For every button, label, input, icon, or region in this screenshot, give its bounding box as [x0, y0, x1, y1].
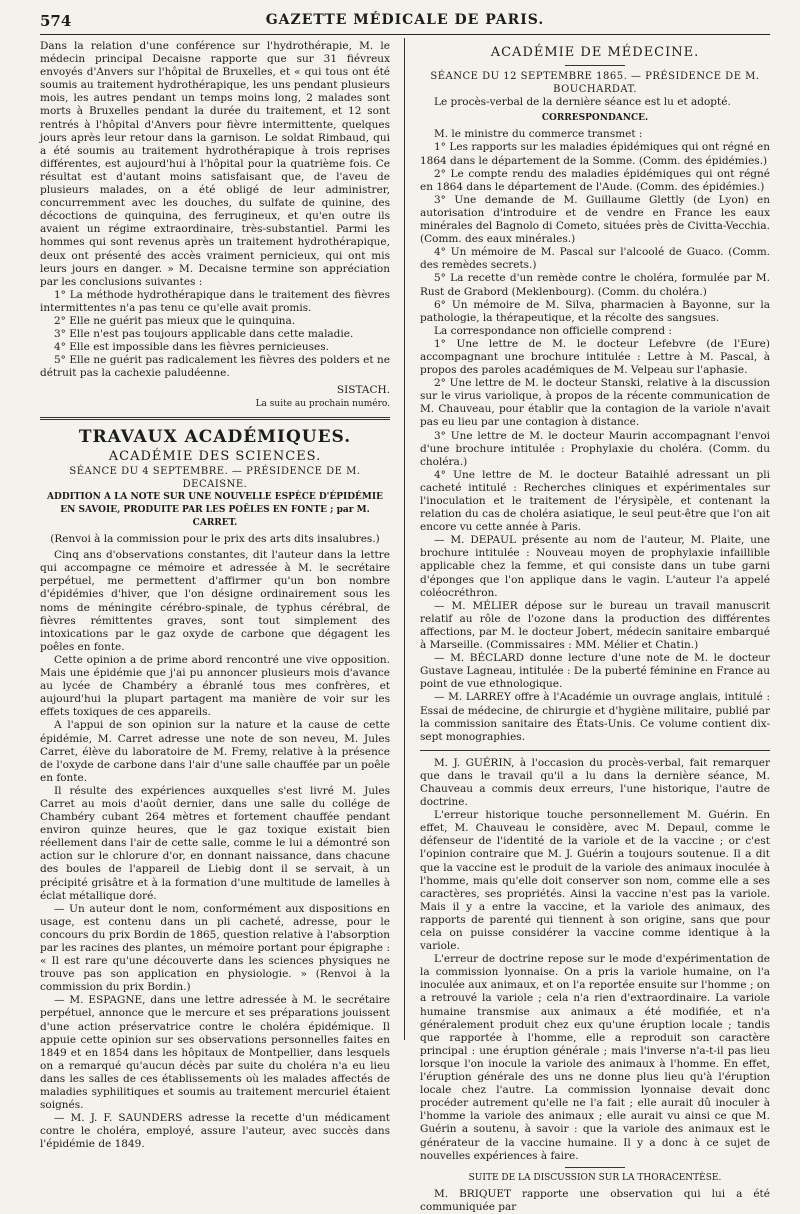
conclusion-item: 3° Elle n'est pas toujours applicable dans cette maladie.: [54, 328, 354, 341]
session-heading: SÉANCE DU 4 SEPTEMBRE. — PRÉSIDENCE DE M. DECAISNE.: [69, 465, 361, 490]
paragraph: — M. ESPAGNE, dans une lettre adressée à M. le secrétaire perpétuel, annonce que le mercure et ses préparations jouissent d'une action préservatrice contre le choléra épidémique. Il appuie cette opinion sur ses observations personnelles faites en 1849 et en 1854 dans les hôpitaux de Montpellier, dans lesquels on a remarqué qu'aucun décès par suite du choléra n'a eu lieu dans les salles de ces établissements où les malades affectés de maladies syphilitiques et soumis au traitement mercuriel étaient soignés.: [40, 994, 390, 1112]
paragraph: M. J. GUÉRIN, à l'occasion du procès-verbal, fait remarquer que dans le travail qu'il a lu dans la dernière séance, M. Chauveau a commis deux erreurs, l'une historique, l'autre de doctrine.: [420, 756, 770, 809]
list-item: 4° Une lettre de M. le docteur Bataihlé adressant un pli cacheté intitulé : Recherches cliniques et expérimentales sur l'inoculation et le traitement de l'érysipèle, et contenant la relation du cas de choléra asiatique, le seul peut-être que l'on ait encore vu cette année à Paris.: [420, 468, 770, 534]
paragraph: — M. BÉCLARD donne lecture d'une note de M. le docteur Gustave Lagneau, intitulée : De la puberté féminine en France au point de vue ethnologique.: [420, 652, 770, 691]
paragraph: Cette opinion a de prime abord rencontré une vive opposition. Mais une épidémie que j'ai pu annoncer plusieurs mois d'avance au lycée de Chambéry a ébranlé tous mes confrères, et aujourd'hui la plupart partagent ma manière de voir sur les effets toxiques de ces appareils.: [40, 653, 390, 719]
list-item: 2° Une lettre de M. le docteur Stanski, relative à la discussion sur le virus variolique, à propos de la récente communication de M. Chauveau, pour établir que la contagion de la variole n'avait pas eu lieu par une contagion à distance.: [420, 377, 770, 429]
heading-rule: [565, 65, 625, 66]
list-item: 1° Une lettre de M. le docteur Lefebvre (de l'Eure) accompagnant une brochure intitulée : Lettre à M. Pascal, à propos des paroles académiques de M. Velpeau sur l'aphasie.: [420, 337, 770, 377]
section-title: TRAVAUX ACADÉMIQUES.: [78, 426, 352, 447]
paragraph: Le procès-verbal de la dernière séance est lu et adopté.: [434, 96, 731, 109]
list-item: 3° Une lettre de M. le docteur Maurin accompagnant l'envoi d'une brochure intitulée : Prophylaxie du choléra. (Comm. du choléra.): [420, 429, 770, 468]
paragraph: M. BRIQUET rapporte une observation qui lui a été communiquée par: [420, 1187, 770, 1213]
list-item: 4° Un mémoire de M. Pascal sur l'alcoolé de Guaco. (Comm. des remèdes secrets.): [420, 246, 770, 272]
left-column: [40, 40, 390, 1152]
continuation-note: La suite au prochain numéro.: [255, 398, 390, 409]
subsection-heading: SUITE DE LA DISCUSSION SUR LA THORACENTÈSE.: [468, 1172, 722, 1183]
list-item: 2° Le compte rendu des maladies épidémiques qui ont régné en 1864 dans le département de l'Aude. (Comm. des épidémies.): [420, 167, 770, 193]
subsection-heading: CORRESPONDANCE.: [541, 113, 649, 124]
academy-heading: ACADÉMIE DES SCIENCES.: [108, 448, 322, 464]
paragraph: — Un auteur dont le nom, conformément aux dispositions en usage, est contenu dans un pli cacheté, adresse, pour le concours du prix Bordin de 1865, question relative à l'absorption par les racines des plantes, un mémoire portant pour épigraphe : « Il est rare qu'une découverte dans les sciences physiques ne trouve pas son application en physiologie. » (Renvoi à la commission du prix Bordin.): [40, 902, 390, 994]
page-number: 574: [40, 12, 72, 30]
list-item: 5° La recette d'un remède contre le choléra, formulée par M. Rust de Grabord (Meklenbourg). (Comm. du choléra.): [420, 272, 770, 298]
paragraph: La correspondance non officielle comprend :: [434, 324, 672, 337]
list-item: 6° Un mémoire de M. Silva, pharmacien à Bayonne, sur la pathologie, la thérapeutique, et la récolte des sangsues.: [420, 298, 770, 324]
signature: SISTACH.: [336, 384, 390, 397]
list-item: 3° Une demande de M. Guillaume Glettly (de Lyon) en autorisation d'introduire et de vendre en France les eaux minérales del Bagnolo di Cometo, situées près de Civitta-Vecchia. (Comm. des eaux minérales.): [420, 193, 770, 246]
paragraph: — M. MÉLIER dépose sur le bureau un travail manuscrit relatif au rôle de l'ozone dans la production des différentes affections, par M. le docteur Jobert, médecin sanitaire embarqué à Marseille. (Commissaires : MM. Mélier et Chatin.): [420, 599, 770, 652]
conclusion-item: 2° Elle ne guérit pas mieux que le quinquina.: [54, 314, 296, 327]
journal-title: GAZETTE MÉDICALE DE PARIS.: [265, 12, 545, 28]
page-header: [40, 10, 770, 34]
article-heading: ADDITION A LA NOTE SUR UNE NOUVELLE ESPÈCE D'ÉPIDÉMIE EN SAVOIE, PRODUITE PAR LES POÊLES EN FONTE ; par M. CARRET.: [47, 491, 383, 528]
academy-heading: ACADÉMIE DE MÉDECINE.: [490, 45, 700, 60]
paragraph: Dans la relation d'une conférence sur l'hydrothérapie, M. le médecin principal Decaisne rapporte que sur 31 fiévreux envoyés d'Anvers sur l'hôpital de Bruxelles, et « qui tous ont été soumis au traitement hydrothérapique, les uns pendant plusieurs mois, les autres pendant un temps moins long, 2 malades sont morts à Bruxelles pendant la durée du traitement, et 12 sont rentrés à l'hôpital d'Anvers pour fièvre intermittente, quelques jours après leur retour dans la garnison. Le soldat Rimbaud, qui a été soumis au traitement hydrothérapique à trois reprises différentes, est aujourd'hui à l'hôpital pour la quatrième fois. Ce résultat est d'autant moins satisfaisant que, de l'aveu de plusieurs malades, on a été obligé de leur administrer, concurremment avec les douches, du sulfate de quinine, des décoctions de quinquina, des ferrugineux, et qu'en outre ils avaient un régime extraordinaire, très-substantiel. Parmi les hommes qui sont revenus après un traitement hydrothérapique, deux ont présenté des accès vraiment pernicieux, qui ont mis leurs jours en danger. » M. Decaisne termine son appréciation par les conclusions suivantes :: [40, 40, 390, 288]
right-column: [420, 40, 770, 1214]
paragraph: — M. DEPAUL présente au nom de l'auteur, M. Plaite, une brochure intitulée : Nouveau moyen de prophylaxie infaillible applicable chez la femme, et qui consiste dans un tube garni d'éponges que l'on applique dans le vagin. L'auteur l'a appelé coléocréthron.: [420, 534, 770, 599]
paragraph: Il résulte des expériences auxquelles s'est livré M. Jules Carret au mois d'août dernier, dans une salle du collége de Chambéry cubant 264 mètres et fortement chauffée pendant environ quinze heures, que le gaz toxique existait bien réellement dans l'air de cette salle, comme le lui a démontré son action sur le chlorure d'or, en donnant naissance, dans chacune des boules de l'appareil de Liebig dont il se servait, à un précipité grisâtre et à la formation d'une multitude de lamelles à éclat métallique doré.: [40, 784, 390, 902]
paragraph: — M. J. F. SAUNDERS adresse la recette d'un médicament contre le choléra, employé, assure l'auteur, avec succès dans l'épidémie de 1849.: [40, 1112, 390, 1151]
list-item: 1° Les rapports sur les maladies épidémiques qui ont régné en 1864 dans le département de la Somme. (Comm. des épidémies.): [420, 141, 770, 167]
conclusion-item: 1° La méthode hydrothérapique dans le traitement des fièvres intermittentes n'a pas tenu ce qu'elle avait promis.: [40, 288, 390, 314]
paragraph: — M. LARREY offre à l'Académie un ouvrage anglais, intitulé : Essai de médecine, de chirurgie et d'hygiène militaire, publié par la commission sanitaire des États-Unis. Ce volume contient dix-sept monographies.: [420, 691, 770, 743]
conclusion-item: 4° Elle est impossible dans les fièvres pernicieuses.: [54, 341, 329, 354]
paragraph: Cinq ans d'observations constantes, dit l'auteur dans la lettre qui accompagne ce mémoire et adressée à M. le secrétaire perpétuel, me permettent d'affirmer qu'un bon nombre d'épidémies d'hiver, que l'on désigne ordinairement sous les noms de méningite cérébro-spinale, de typhus cérébral, de fièvres rémittentes graves, sont tout simplement des intoxications par le gaz oxyde de carbone que dégagent les poêles en fonte.: [40, 549, 390, 653]
paragraph: L'erreur de doctrine repose sur le mode d'expérimentation de la commission lyonnaise. On a pris la variole humaine, on l'a inoculée aux animaux, et on l'a reportée ensuite sur l'homme ; on a retrouvé la variole ; cela n'a rien d'extraordinaire. La variole humaine transmise aux animaux a été modifiée, et n'a généralement produit chez eux qu'une éruption locale ; tandis que rapportée à l'homme, elle a reproduit son caractère principal : une éruption générale ; mais l'inverse n'a-t-il pas lieu lorsque l'on inocule la variole des animaux à l'homme. En effet, l'éruption générale des uns ne donne plus lieu qu'à l'éruption locale chez l'autre. La commission lyonnaise devait donc procéder autrement qu'elle ne l'a fait ; elle aurait dû inoculer à l'homme la variole des animaux ; elle aurait vu ainsi ce que M. Guérin a soutenu, à savoir : que la variole des animaux est le générateur de la vaccine humaine. Il y a donc à ce sujet de nouvelles expériences à faire.: [420, 953, 770, 1162]
column-divider: [404, 38, 405, 1040]
heading-rule: [565, 1167, 625, 1168]
referral-note: (Renvoi à la commission pour le prix des arts dits insalubres.): [50, 533, 380, 546]
session-heading: SÉANCE DU 12 SEPTEMBRE 1865. — PRÉSIDENCE DE M. BOUCHARDAT.: [430, 71, 760, 96]
paragraph: M. le ministre du commerce transmet :: [434, 128, 643, 141]
paragraph: L'erreur historique touche personnellement M. Guérin. En effet, M. Chauveau le considère, avec M. Depaul, comme le défenseur de l'identité de la variole et de la vaccine ; or c'est l'opinion contraire que M. J. Guérin a toujours soutenue. Il a dit que la vaccine est le produit de la variole des animaux inoculée à l'homme, mais qu'elle doit conserver son nom, comme elle a ses caractères, ses propriétés. Ainsi la vaccine n'est pas la variole. Mais il y a entre la vaccine, et la variole des animaux, des rapports de parenté qui tiennent à son origine, sans que pour cela on puisse considérer la vaccine comme identique à la variole.: [420, 809, 770, 953]
paragraph: A l'appui de son opinion sur la nature et la cause de cette épidémie, M. Carret adresse une note de son neveu, M. Jules Carret, élève du laboratoire de M. Fremy, relative à la présence de l'oxyde de carbone dans l'air d'une salle chauffée par un poêle en fonte.: [40, 719, 390, 784]
section-rule: [40, 417, 390, 420]
conclusion-item: 5° Elle ne guérit pas radicalement les fièvres des polders et ne détruit pas la cachexie paludéenne.: [40, 354, 390, 380]
section-rule: [420, 750, 770, 751]
header-rule: [40, 34, 770, 35]
